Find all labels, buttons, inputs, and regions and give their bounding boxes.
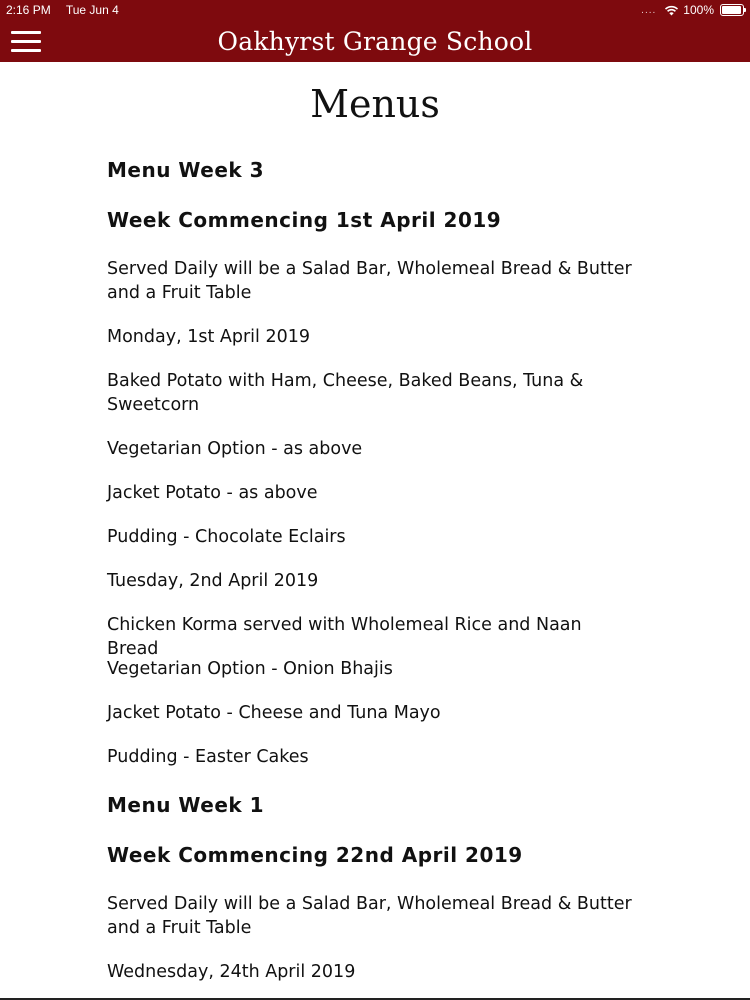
jacket-potato-option: Jacket Potato - as above [107,483,318,503]
status-bar-left [6,3,131,17]
vegetarian-option: Vegetarian Option - as above [107,439,363,459]
served-daily-text: Served Daily will be a Salad Bar, Wholemeal Bread & Butter [107,259,632,279]
status-time: 2:16 PM [6,3,51,17]
status-bar-right [641,3,744,17]
served-daily-text: Served Daily will be a Salad Bar, Wholemeal Bread & Butter [107,894,632,914]
served-daily-text-cont: and a Fruit Table [107,283,252,303]
wifi-icon [664,5,679,16]
day-date: Monday, 1st April 2019 [107,327,310,347]
app-header [0,0,750,62]
week-commencing-heading: Week Commencing 1st April 2019 [107,208,502,232]
menu-week-heading: Menu Week 3 [107,158,265,182]
app-title: Oakhyrst Grange School [217,27,533,56]
signal-icon: .... [641,4,657,16]
pudding-option: Pudding - Easter Cakes [107,747,309,767]
battery-icon [720,4,744,16]
menu-week-heading: Menu Week 1 [107,793,265,817]
main-course: Baked Potato with Ham, Cheese, Baked Beans, Tuna & [107,371,584,391]
day-date: Wednesday, 24th April 2019 [107,962,356,982]
main-course-cont: Sweetcorn [107,395,200,415]
page-title: Menus [310,82,440,126]
served-daily-text-cont: and a Fruit Table [107,918,252,938]
status-date: Tue Jun 4 [65,3,119,17]
week-commencing-heading: Week Commencing 22nd April 2019 [107,843,523,867]
pudding-option: Pudding - Chocolate Eclairs [107,527,346,547]
vegetarian-option: Vegetarian Option - Onion Bhajis [107,659,393,679]
jacket-potato-option: Jacket Potato - Cheese and Tuna Mayo [107,703,441,723]
main-course: Chicken Korma served with Wholemeal Rice and Naan Bread [107,615,582,659]
battery-percent: 100% [683,3,714,17]
day-date: Tuesday, 2nd April 2019 [107,571,319,591]
